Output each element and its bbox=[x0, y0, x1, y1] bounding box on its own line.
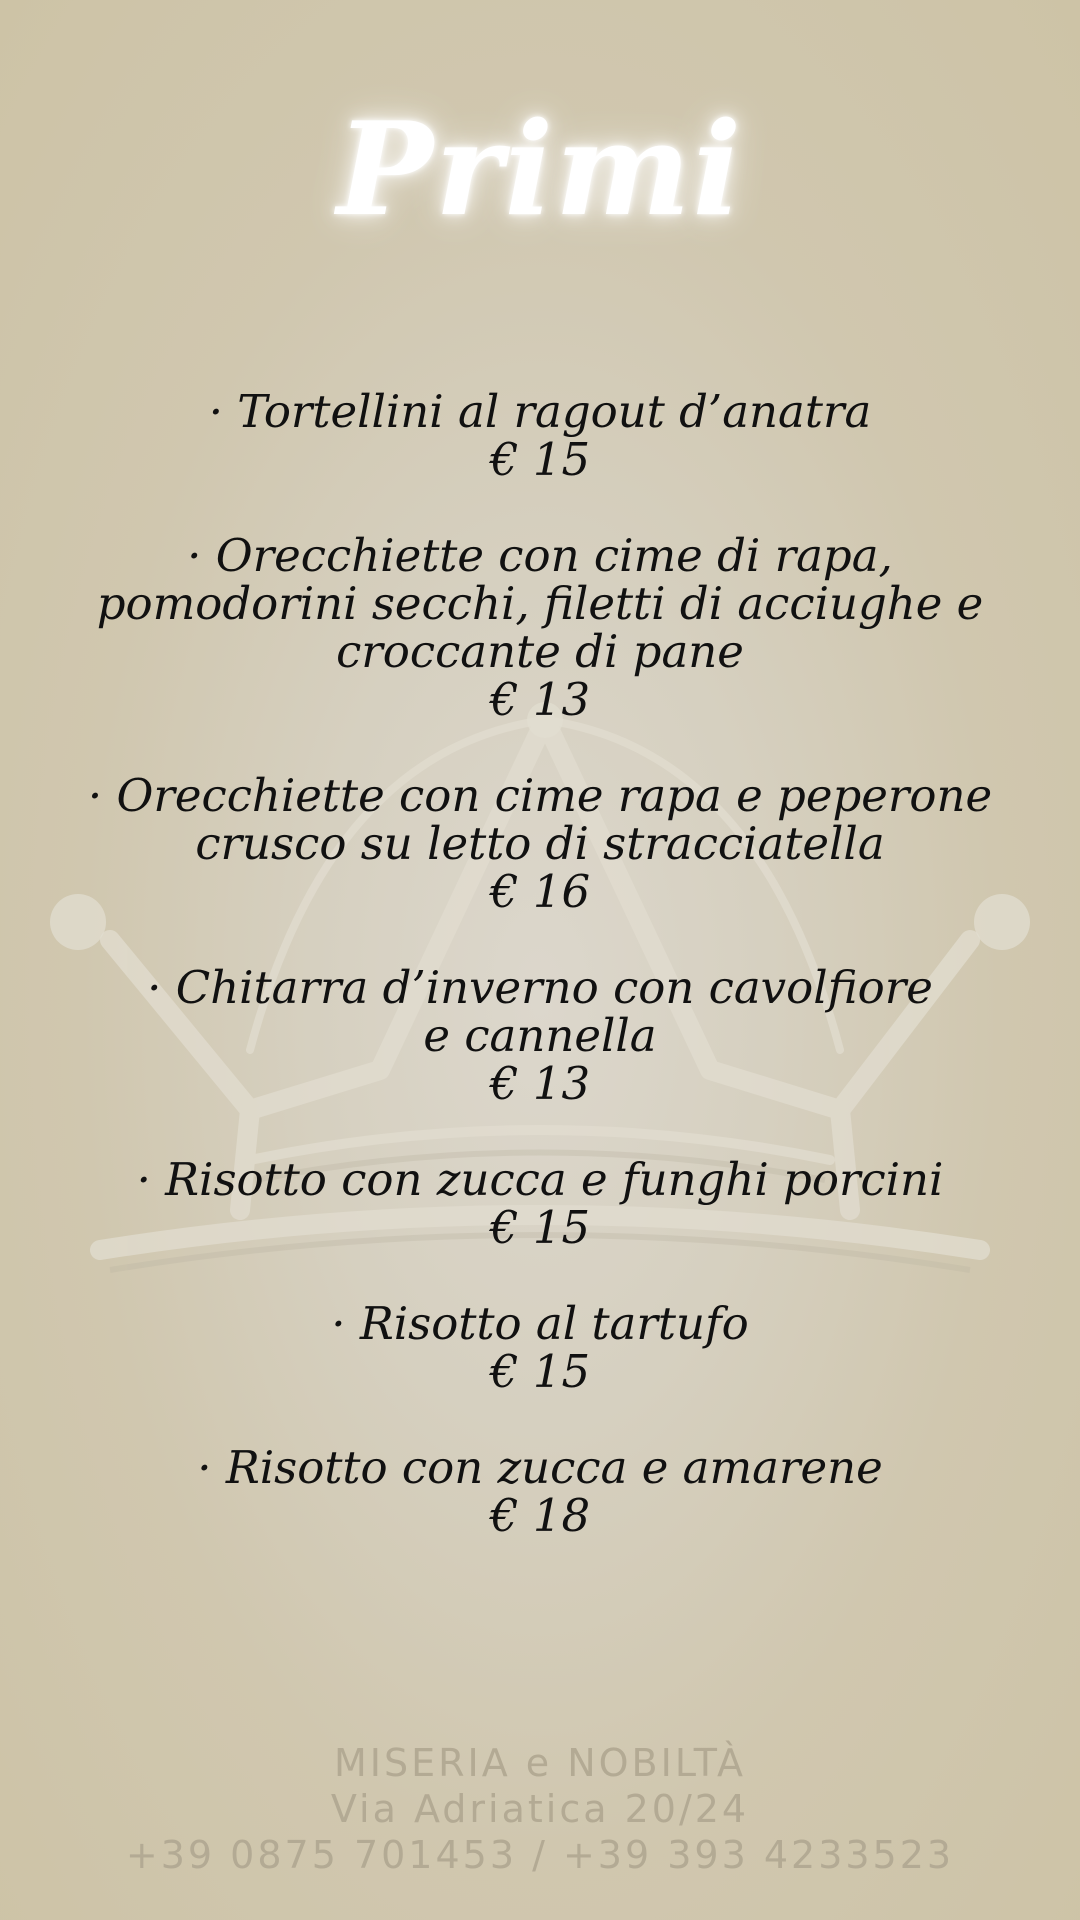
dish-name: · Risotto con zucca e funghi porcini bbox=[136, 1153, 944, 1206]
menu-item bbox=[60, 1297, 1020, 1398]
dish-price: € 15 bbox=[489, 1201, 591, 1254]
dish-price: € 15 bbox=[489, 1345, 591, 1398]
dish-price: € 13 bbox=[489, 1057, 591, 1110]
restaurant-phones: +39 0875 701453 / +39 393 4233523 bbox=[125, 1833, 955, 1877]
dish-name: · Chitarra d’inverno con cavolfiore e cannella bbox=[147, 961, 933, 1062]
footer bbox=[0, 1740, 1080, 1878]
dish-price: € 18 bbox=[489, 1489, 591, 1542]
dish-price: € 13 bbox=[489, 673, 591, 726]
dish-name: · Tortellini al ragout d’anatra bbox=[208, 385, 872, 438]
dish-price: € 15 bbox=[489, 433, 591, 486]
dish-name: · Orecchiette con cime di rapa, pomodorini secchi, filetti di acciughe e croccante di pane bbox=[96, 529, 984, 678]
dish-name: · Risotto al tartufo bbox=[331, 1297, 749, 1350]
menu-item bbox=[60, 1441, 1020, 1542]
dish-name: · Risotto con zucca e amarene bbox=[197, 1441, 883, 1494]
dish-name: · Orecchiette con cime rapa e peperone crusco su letto di stracciatella bbox=[87, 769, 993, 870]
menu-item bbox=[60, 961, 1020, 1110]
page-title: Primi bbox=[336, 95, 744, 245]
dish-price: € 16 bbox=[489, 865, 591, 918]
menu-item bbox=[60, 1153, 1020, 1254]
menu-item bbox=[60, 529, 1020, 726]
restaurant-name: MISERIA e NOBILTÀ bbox=[333, 1741, 747, 1785]
menu-list bbox=[60, 385, 1020, 1588]
menu-item bbox=[60, 385, 1020, 486]
restaurant-address: Via Adriatica 20/24 bbox=[330, 1787, 750, 1831]
menu-item bbox=[60, 769, 1020, 918]
